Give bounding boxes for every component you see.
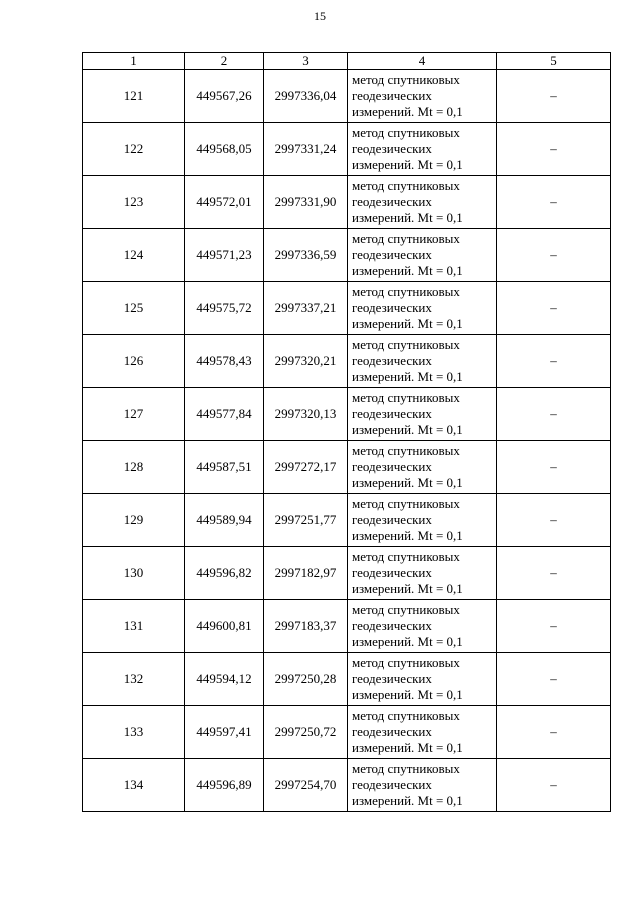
method-line: геодезических	[352, 459, 432, 474]
point-cell: 133	[83, 706, 185, 759]
table-row	[83, 229, 611, 282]
method-line: геодезических	[352, 247, 432, 262]
table-row	[83, 547, 611, 600]
y-coordinate-cell: 2997183,37	[264, 600, 348, 653]
column-header-1: 1	[83, 53, 185, 70]
table-row	[83, 282, 611, 335]
x-coordinate-cell: 449596,82	[185, 547, 264, 600]
note-cell: –	[497, 282, 611, 335]
table-row	[83, 600, 611, 653]
column-header-5: 5	[497, 53, 611, 70]
x-coordinate-cell: 449578,43	[185, 335, 264, 388]
method-line: метод спутниковых	[352, 390, 460, 405]
y-coordinate-cell: 2997250,28	[264, 653, 348, 706]
table-row	[83, 123, 611, 176]
method-line: измерений. Mt = 0,1	[352, 104, 463, 119]
x-coordinate-cell: 449600,81	[185, 600, 264, 653]
table-row	[83, 388, 611, 441]
table-row	[83, 176, 611, 229]
method-line: геодезических	[352, 141, 432, 156]
method-line: измерений. Mt = 0,1	[352, 581, 463, 596]
method-cell	[348, 123, 497, 176]
method-line: метод спутниковых	[352, 125, 460, 140]
method-line: измерений. Mt = 0,1	[352, 263, 463, 278]
y-coordinate-cell: 2997336,04	[264, 70, 348, 123]
method-line: метод спутниковых	[352, 602, 460, 617]
method-cell	[348, 441, 497, 494]
method-cell	[348, 600, 497, 653]
method-cell	[348, 547, 497, 600]
method-cell	[348, 759, 497, 812]
method-line: метод спутниковых	[352, 655, 460, 670]
column-header-4: 4	[348, 53, 497, 70]
method-line: измерений. Mt = 0,1	[352, 316, 463, 331]
method-cell	[348, 388, 497, 441]
point-cell: 129	[83, 494, 185, 547]
table-row	[83, 494, 611, 547]
column-header-2: 2	[185, 53, 264, 70]
y-coordinate-cell: 2997254,70	[264, 759, 348, 812]
y-coordinate-cell: 2997272,17	[264, 441, 348, 494]
method-line: метод спутниковых	[352, 708, 460, 723]
x-coordinate-cell: 449577,84	[185, 388, 264, 441]
column-header-3: 3	[264, 53, 348, 70]
x-coordinate-cell: 449567,26	[185, 70, 264, 123]
method-line: геодезических	[352, 194, 432, 209]
method-cell	[348, 176, 497, 229]
point-cell: 127	[83, 388, 185, 441]
y-coordinate-cell: 2997331,90	[264, 176, 348, 229]
y-coordinate-cell: 2997337,21	[264, 282, 348, 335]
x-coordinate-cell: 449572,01	[185, 176, 264, 229]
method-line: измерений. Mt = 0,1	[352, 475, 463, 490]
method-line: измерений. Mt = 0,1	[352, 369, 463, 384]
method-line: метод спутниковых	[352, 496, 460, 511]
method-line: метод спутниковых	[352, 72, 460, 87]
method-line: измерений. Mt = 0,1	[352, 210, 463, 225]
note-cell: –	[497, 759, 611, 812]
note-cell: –	[497, 441, 611, 494]
method-line: геодезических	[352, 300, 432, 315]
point-cell: 124	[83, 229, 185, 282]
method-line: метод спутниковых	[352, 443, 460, 458]
table-row	[83, 759, 611, 812]
method-cell	[348, 706, 497, 759]
method-line: геодезических	[352, 512, 432, 527]
note-cell: –	[497, 229, 611, 282]
table-row	[83, 70, 611, 123]
x-coordinate-cell: 449594,12	[185, 653, 264, 706]
point-cell: 131	[83, 600, 185, 653]
method-line: измерений. Mt = 0,1	[352, 740, 463, 755]
y-coordinate-cell: 2997320,21	[264, 335, 348, 388]
table-row	[83, 706, 611, 759]
x-coordinate-cell: 449568,05	[185, 123, 264, 176]
method-cell	[348, 494, 497, 547]
note-cell: –	[497, 70, 611, 123]
method-line: метод спутниковых	[352, 337, 460, 352]
point-cell: 123	[83, 176, 185, 229]
method-cell	[348, 70, 497, 123]
page-number: 15	[314, 9, 326, 23]
x-coordinate-cell: 449575,72	[185, 282, 264, 335]
y-coordinate-cell: 2997182,97	[264, 547, 348, 600]
method-line: геодезических	[352, 777, 432, 792]
table-row	[83, 441, 611, 494]
method-line: геодезических	[352, 618, 432, 633]
point-cell: 121	[83, 70, 185, 123]
note-cell: –	[497, 494, 611, 547]
point-cell: 130	[83, 547, 185, 600]
y-coordinate-cell: 2997336,59	[264, 229, 348, 282]
method-line: метод спутниковых	[352, 178, 460, 193]
table-row	[83, 653, 611, 706]
coordinates-table	[82, 52, 611, 812]
method-line: геодезических	[352, 88, 432, 103]
method-line: геодезических	[352, 671, 432, 686]
method-line: измерений. Mt = 0,1	[352, 422, 463, 437]
x-coordinate-cell: 449571,23	[185, 229, 264, 282]
method-line: геодезических	[352, 724, 432, 739]
method-cell	[348, 229, 497, 282]
method-line: измерений. Mt = 0,1	[352, 793, 463, 808]
method-line: измерений. Mt = 0,1	[352, 157, 463, 172]
point-cell: 128	[83, 441, 185, 494]
point-cell: 122	[83, 123, 185, 176]
note-cell: –	[497, 653, 611, 706]
note-cell: –	[497, 547, 611, 600]
y-coordinate-cell: 2997331,24	[264, 123, 348, 176]
point-cell: 132	[83, 653, 185, 706]
point-cell: 125	[83, 282, 185, 335]
note-cell: –	[497, 600, 611, 653]
note-cell: –	[497, 706, 611, 759]
method-line: геодезических	[352, 565, 432, 580]
method-cell	[348, 653, 497, 706]
y-coordinate-cell: 2997251,77	[264, 494, 348, 547]
method-line: геодезических	[352, 353, 432, 368]
method-line: геодезических	[352, 406, 432, 421]
table-row	[83, 335, 611, 388]
note-cell: –	[497, 123, 611, 176]
note-cell: –	[497, 176, 611, 229]
y-coordinate-cell: 2997250,72	[264, 706, 348, 759]
method-line: измерений. Mt = 0,1	[352, 634, 463, 649]
note-cell: –	[497, 388, 611, 441]
method-line: метод спутниковых	[352, 761, 460, 776]
method-cell	[348, 335, 497, 388]
x-coordinate-cell: 449589,94	[185, 494, 264, 547]
method-line: метод спутниковых	[352, 284, 460, 299]
method-cell	[348, 282, 497, 335]
x-coordinate-cell: 449597,41	[185, 706, 264, 759]
method-line: измерений. Mt = 0,1	[352, 528, 463, 543]
method-line: измерений. Mt = 0,1	[352, 687, 463, 702]
method-line: метод спутниковых	[352, 231, 460, 246]
x-coordinate-cell: 449587,51	[185, 441, 264, 494]
table-header-row	[83, 53, 611, 70]
point-cell: 134	[83, 759, 185, 812]
note-cell: –	[497, 335, 611, 388]
method-line: метод спутниковых	[352, 549, 460, 564]
x-coordinate-cell: 449596,89	[185, 759, 264, 812]
y-coordinate-cell: 2997320,13	[264, 388, 348, 441]
point-cell: 126	[83, 335, 185, 388]
